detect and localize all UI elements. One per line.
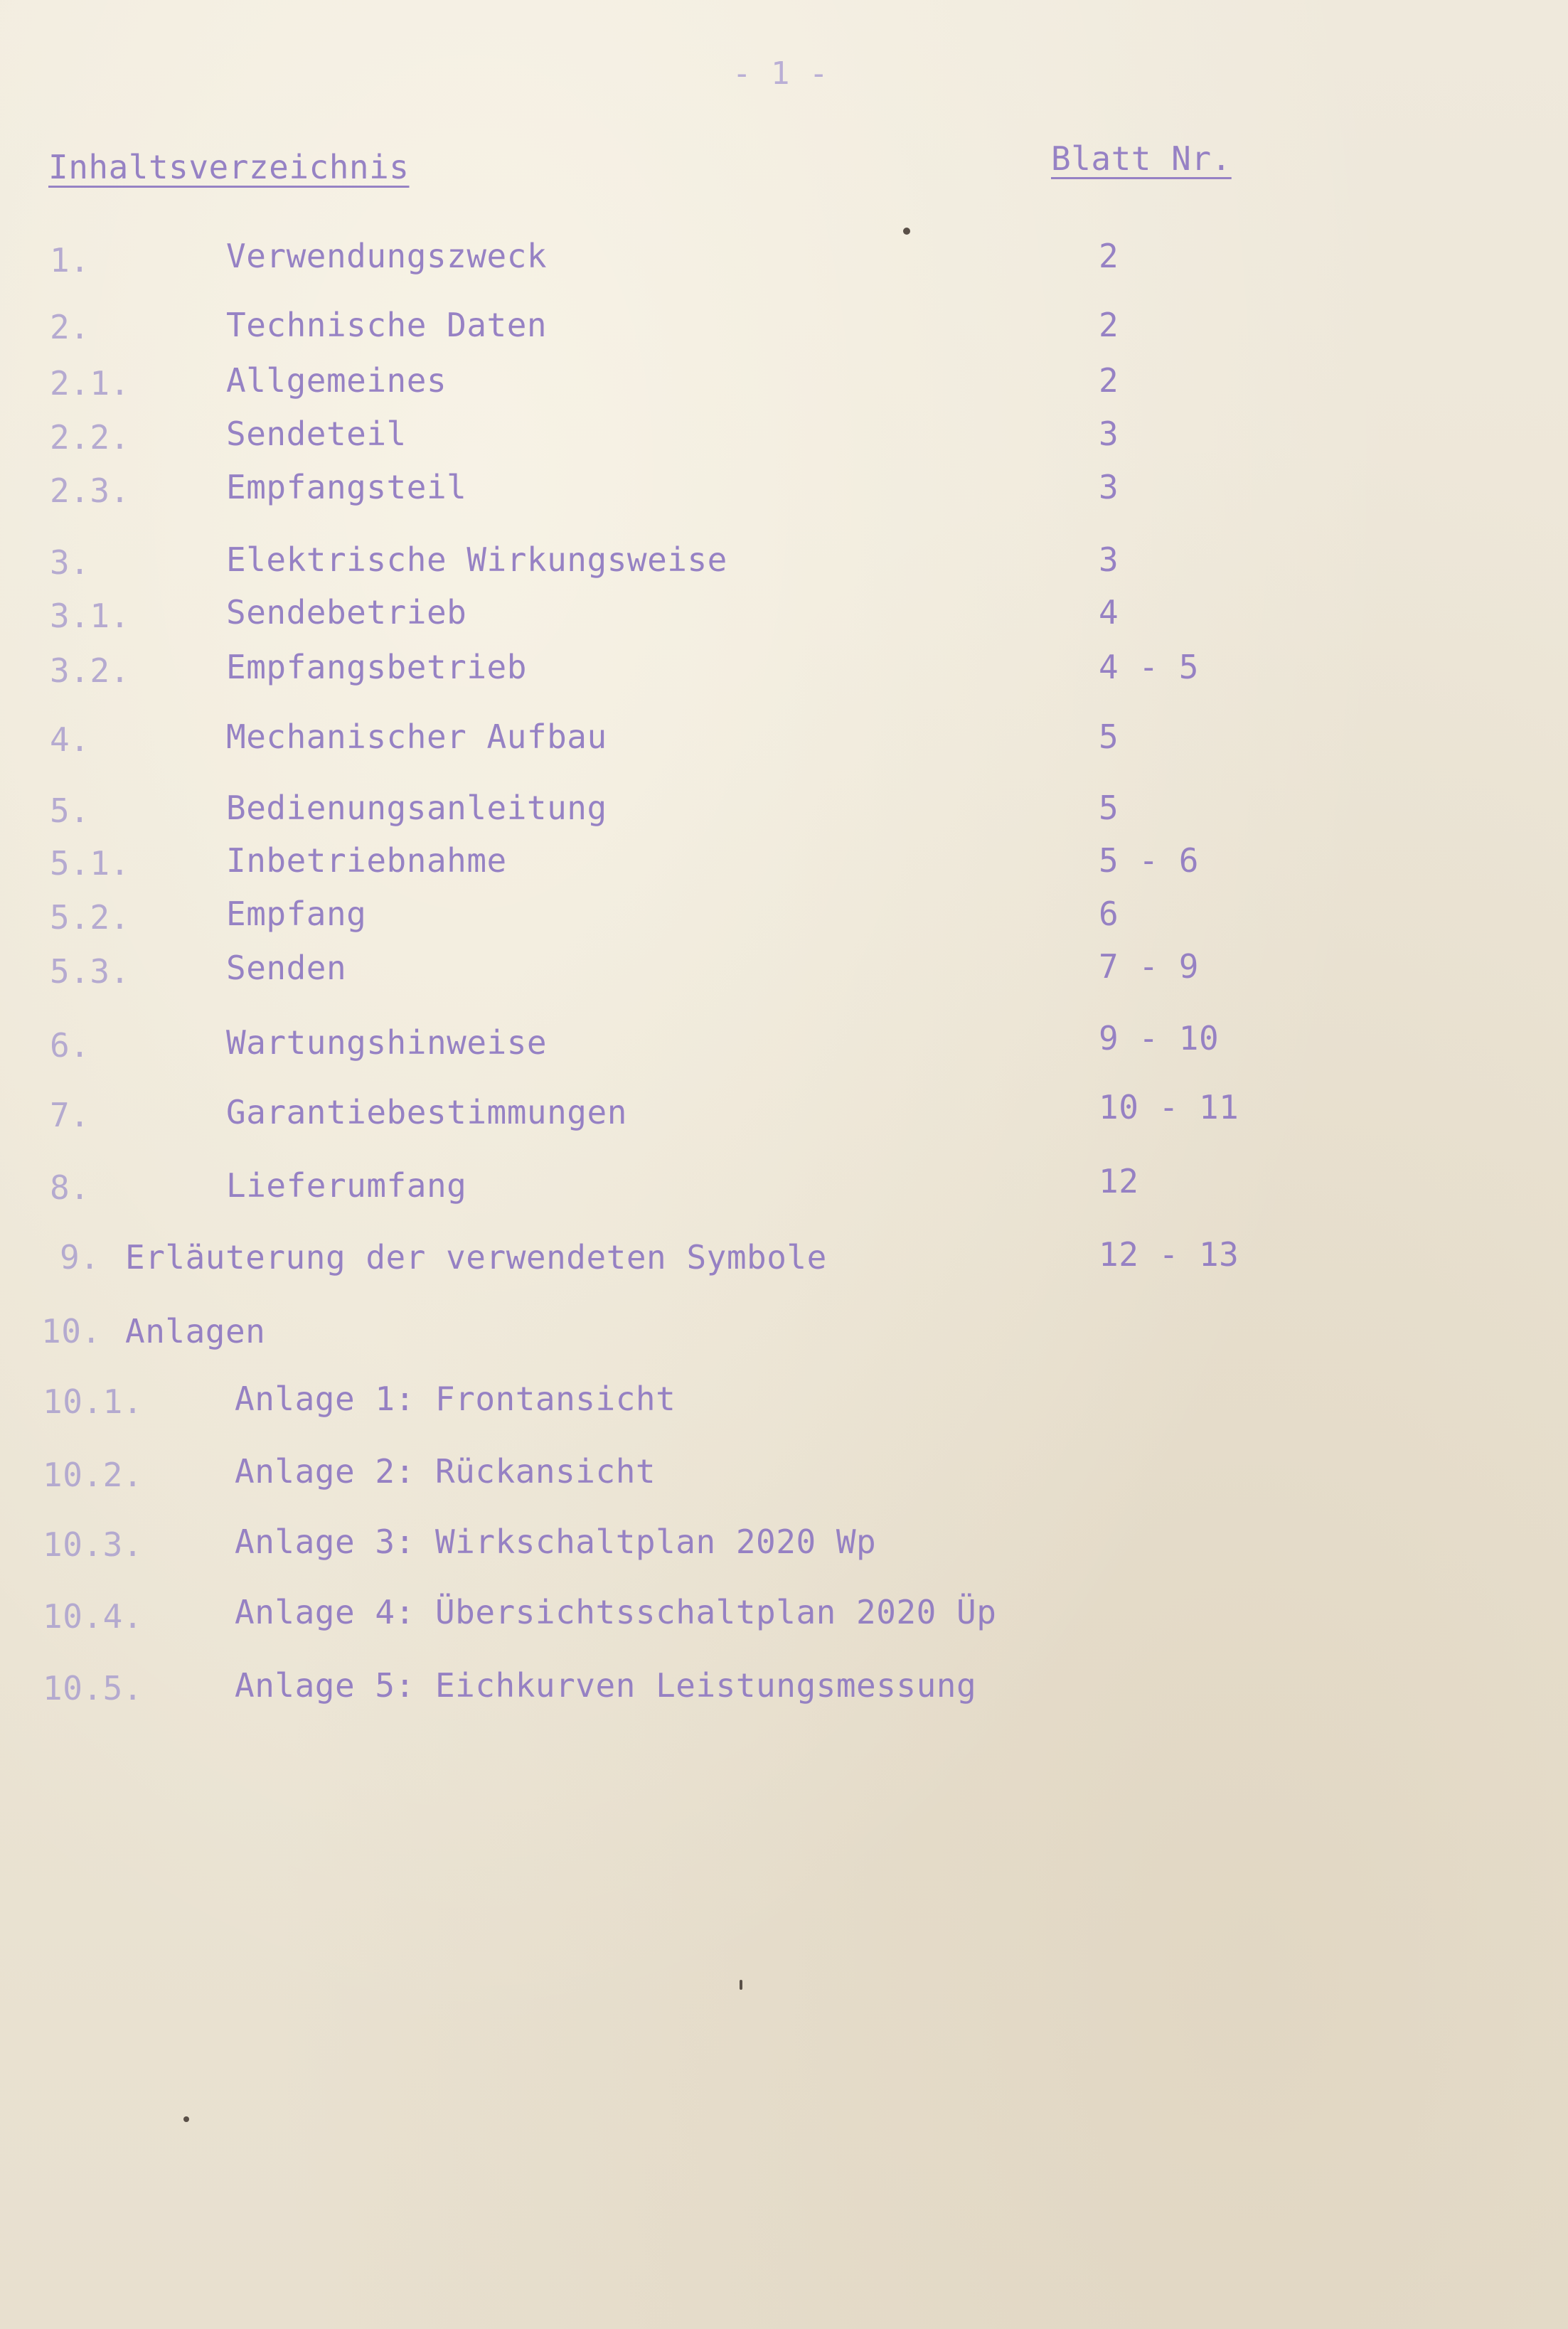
toc-entry-page: 5 - 6 <box>1099 841 1199 880</box>
paper-speck <box>903 228 910 235</box>
toc-entry-title: Empfang <box>226 895 367 933</box>
toc-entry-title: Anlage 1: Frontansicht <box>235 1380 676 1418</box>
toc-entry-page: 2 <box>1099 306 1119 344</box>
toc-entry-page: 3 <box>1099 468 1119 506</box>
toc-entry-title: Allgemeines <box>226 361 447 400</box>
toc-entry-page: 6 <box>1099 895 1119 933</box>
toc-entry-title: Empfangsteil <box>226 468 467 506</box>
page-number: - 1 - <box>732 55 828 92</box>
toc-entry-number: 5.1. <box>50 844 130 883</box>
toc-entry-page: 9 - 10 <box>1099 1019 1220 1057</box>
toc-entry-title: Anlage 2: Rückansicht <box>235 1452 656 1491</box>
toc-entry-number: 6. <box>50 1026 90 1065</box>
toc-entry-title: Senden <box>226 949 347 987</box>
toc-entry-title: Bedienungsanleitung <box>226 789 607 827</box>
toc-entry-page: 3 <box>1099 415 1119 453</box>
toc-entry-title: Anlagen <box>125 1312 266 1350</box>
toc-entry-number: 4. <box>50 720 90 759</box>
toc-entry-title: Mechanischer Aufbau <box>226 718 607 756</box>
toc-heading: Inhaltsverzeichnis <box>48 148 410 186</box>
toc-entry-number: 10.1. <box>43 1382 143 1421</box>
toc-entry-number: 10.4. <box>43 1597 143 1636</box>
paper-speck <box>183 2116 189 2122</box>
toc-entry-number: 2.2. <box>50 418 130 457</box>
toc-entry-title: Inbetriebnahme <box>226 841 507 880</box>
paper-speck <box>740 1980 742 1990</box>
toc-entry-number: 1. <box>50 241 90 279</box>
toc-entry-title: Technische Daten <box>226 306 548 344</box>
toc-entry-title: Anlage 3: Wirkschaltplan 2020 Wp <box>235 1523 877 1561</box>
toc-entry-number: 10.3. <box>43 1525 143 1564</box>
toc-entry-title: Anlage 5: Eichkurven Leistungsmessung <box>235 1666 977 1705</box>
toc-entry-number: 3.2. <box>50 651 130 690</box>
toc-entry-number: 3.1. <box>50 597 130 635</box>
toc-entry-number: 3. <box>50 543 90 582</box>
page-column-heading: Blatt Nr. <box>1051 139 1232 178</box>
toc-entry-page: 12 <box>1099 1162 1139 1200</box>
toc-entry-page: 2 <box>1099 361 1119 400</box>
toc-entry-number: 7. <box>50 1096 90 1134</box>
toc-entry-title: Lieferumfang <box>226 1166 467 1205</box>
toc-entry-title: Wartungshinweise <box>226 1023 548 1062</box>
toc-entry-page: 12 - 13 <box>1099 1235 1239 1274</box>
toc-entry-number: 2.3. <box>50 471 130 510</box>
toc-entry-page: 3 <box>1099 540 1119 579</box>
toc-entry-number: 5. <box>50 792 90 830</box>
toc-entry-page: 7 - 9 <box>1099 947 1199 986</box>
toc-entry-title: Sendeteil <box>226 415 407 453</box>
toc-entry-title: Elektrische Wirkungsweise <box>226 540 727 579</box>
toc-entry-number: 9. <box>60 1238 100 1277</box>
toc-entry-page: 5 <box>1099 789 1119 827</box>
toc-entry-title: Erläuterung der verwendeten Symbole <box>125 1238 827 1277</box>
toc-entry-title: Verwendungszweck <box>226 237 548 275</box>
toc-entry-number: 5.3. <box>50 952 130 991</box>
toc-entry-page: 5 <box>1099 718 1119 756</box>
toc-entry-number: 10.2. <box>43 1456 143 1494</box>
toc-entry-title: Anlage 4: Übersichtsschaltplan 2020 Üp <box>235 1593 997 1631</box>
toc-entry-number: 2.1. <box>50 364 130 403</box>
toc-entry-page: 10 - 11 <box>1099 1088 1239 1126</box>
toc-entry-number: 8. <box>50 1168 90 1207</box>
toc-entry-page: 4 - 5 <box>1099 648 1199 686</box>
toc-entry-number: 10.5. <box>43 1669 143 1707</box>
toc-entry-title: Sendebetrieb <box>226 593 467 631</box>
toc-entry-page: 2 <box>1099 237 1119 275</box>
toc-entry-number: 5.2. <box>50 898 130 937</box>
toc-entry-number: 10. <box>41 1312 102 1350</box>
toc-entry-title: Garantiebestimmungen <box>226 1093 627 1131</box>
toc-entry-number: 2. <box>50 308 90 346</box>
toc-entry-title: Empfangsbetrieb <box>226 648 527 686</box>
toc-entry-page: 4 <box>1099 593 1119 631</box>
